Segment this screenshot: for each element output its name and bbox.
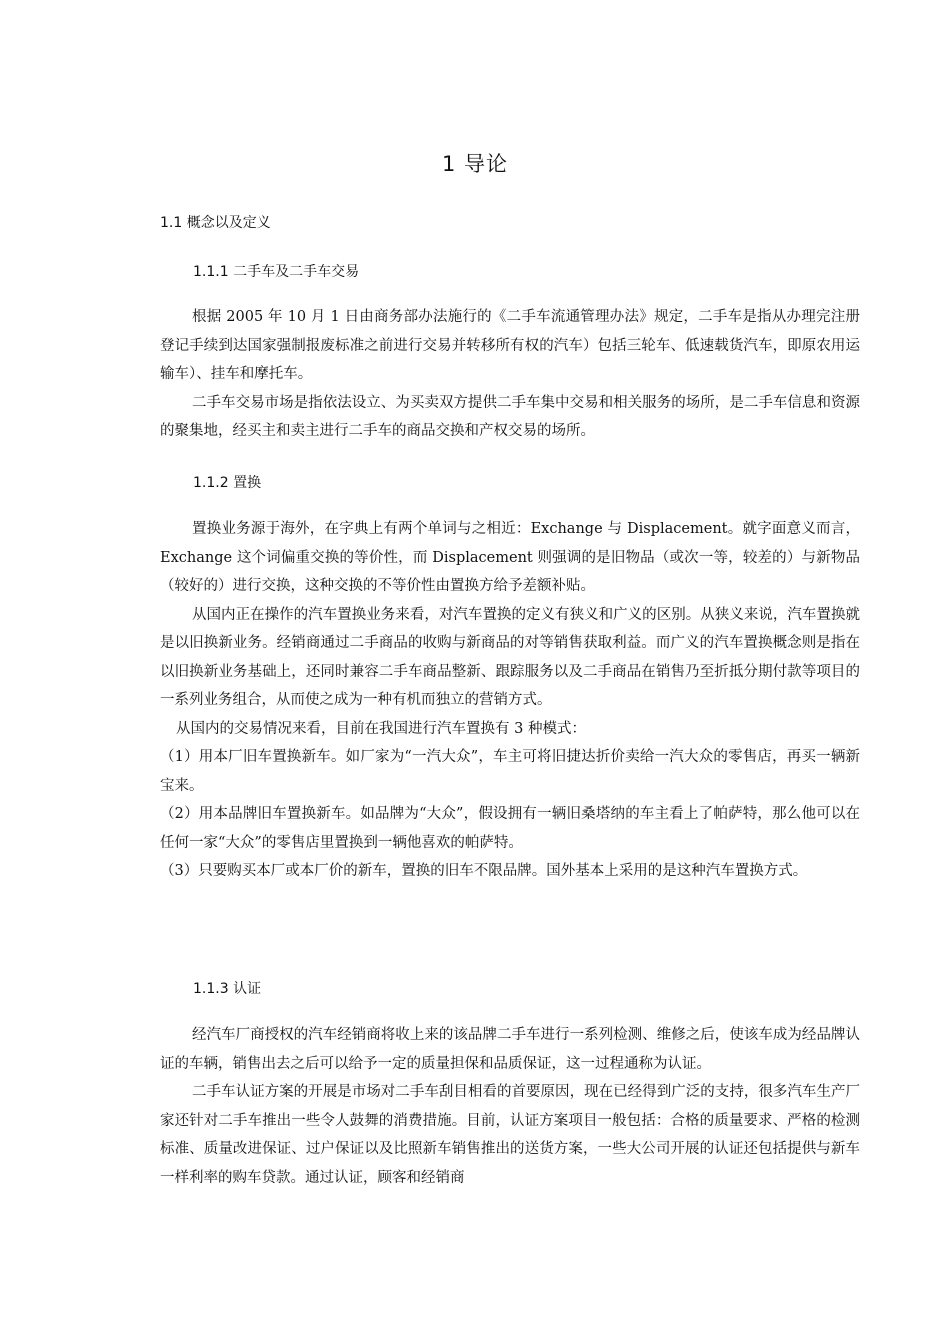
- section-heading-1-1-2: 1.1.2 置换: [193, 475, 262, 491]
- list-item: （1）用本厂旧车置换新车。如厂家为“一汽大众”，车主可将旧捷达折价卖给一汽大众的零售店，再买一辆新宝来。: [160, 749, 860, 794]
- section-1-1-2-body: [160, 515, 860, 886]
- chapter-title: 1 导论: [441, 152, 509, 176]
- section-1-1-3-body: [160, 1021, 860, 1192]
- paragraph: 二手车交易市场是指依法设立、为买卖双方提供二手车集中交易和相关服务的场所，是二手车信息和资源的聚集地，经买主和卖主进行二手车的商品交换和产权交易的场所。: [160, 394, 860, 439]
- list-item: （2）用本品牌旧车置换新车。如品牌为“大众”，假设拥有一辆旧桑塔纳的车主看上了帕萨特，那么他可以在任何一家“大众”的零售店里置换到一辆他喜欢的帕萨特。: [160, 806, 860, 851]
- list-item: （3）只要购买本厂或本厂价的新车，置换的旧车不限品牌。国外基本上采用的是这种汽车置换方式。: [160, 863, 808, 879]
- section-heading-1-1-1: 1.1.1 二手车及二手车交易: [193, 264, 360, 280]
- paragraph: 置换业务源于海外，在字典上有两个单词与之相近：Exchange 与 Displacement。就字面意义而言，Exchange 这个词偏重交换的等价性，而 Displacement 则强调的是旧物品（或次一等，较差的）与新物品（较好的）进行交换，这种交换的不等价性由置换方给予差额补贴。: [160, 521, 860, 594]
- section-1-1-1-body: [160, 303, 860, 446]
- section-heading-1-1: 1.1 概念以及定义: [160, 215, 271, 231]
- paragraph: 二手车认证方案的开展是市场对二手车刮目相看的首要原因，现在已经得到广泛的支持，很多汽车生产厂家还针对二手车推出一些令人鼓舞的消费措施。目前，认证方案项目一般包括：合格的质量要求、严格的检测标准、质量改进保证、过户保证以及比照新车销售推出的送货方案，一些大公司开展的认证还包括提供与新车一样利率的购车贷款。通过认证，顾客和经销商: [160, 1084, 860, 1186]
- section-heading-1-1-3: 1.1.3 认证: [193, 981, 262, 997]
- paragraph: 根据 2005 年 10 月 1 日由商务部办法施行的《二手车流通管理办法》规定，二手车是指从办理完注册登记手续到达国家强制报废标准之前进行交易并转移所有权的汽车）包括三轮车、低速载货汽车，即原农用运输车）、挂车和摩托车。: [160, 309, 860, 382]
- paragraph: 从国内正在操作的汽车置换业务来看，对汽车置换的定义有狭义和广义的区别。从狭义来说，汽车置换就是以旧换新业务。经销商通过二手商品的收购与新商品的对等销售获取利益。而广义的汽车置换概念则是指在以旧换新业务基础上，还同时兼容二手车商品整新、跟踪服务以及二手商品在销售乃至折抵分期付款等项目的一系列业务组合，从而使之成为一种有机而独立的营销方式。: [160, 606, 860, 708]
- paragraph: 经汽车厂商授权的汽车经销商将收上来的该品牌二手车进行一系列检测、维修之后，使该车成为经品牌认证的车辆，销售出去之后可以给予一定的质量担保和品质保证，这一过程通称为认证。: [160, 1027, 860, 1072]
- paragraph: 从国内的交易情况来看，目前在我国进行汽车置换有 3 种模式：: [176, 720, 586, 737]
